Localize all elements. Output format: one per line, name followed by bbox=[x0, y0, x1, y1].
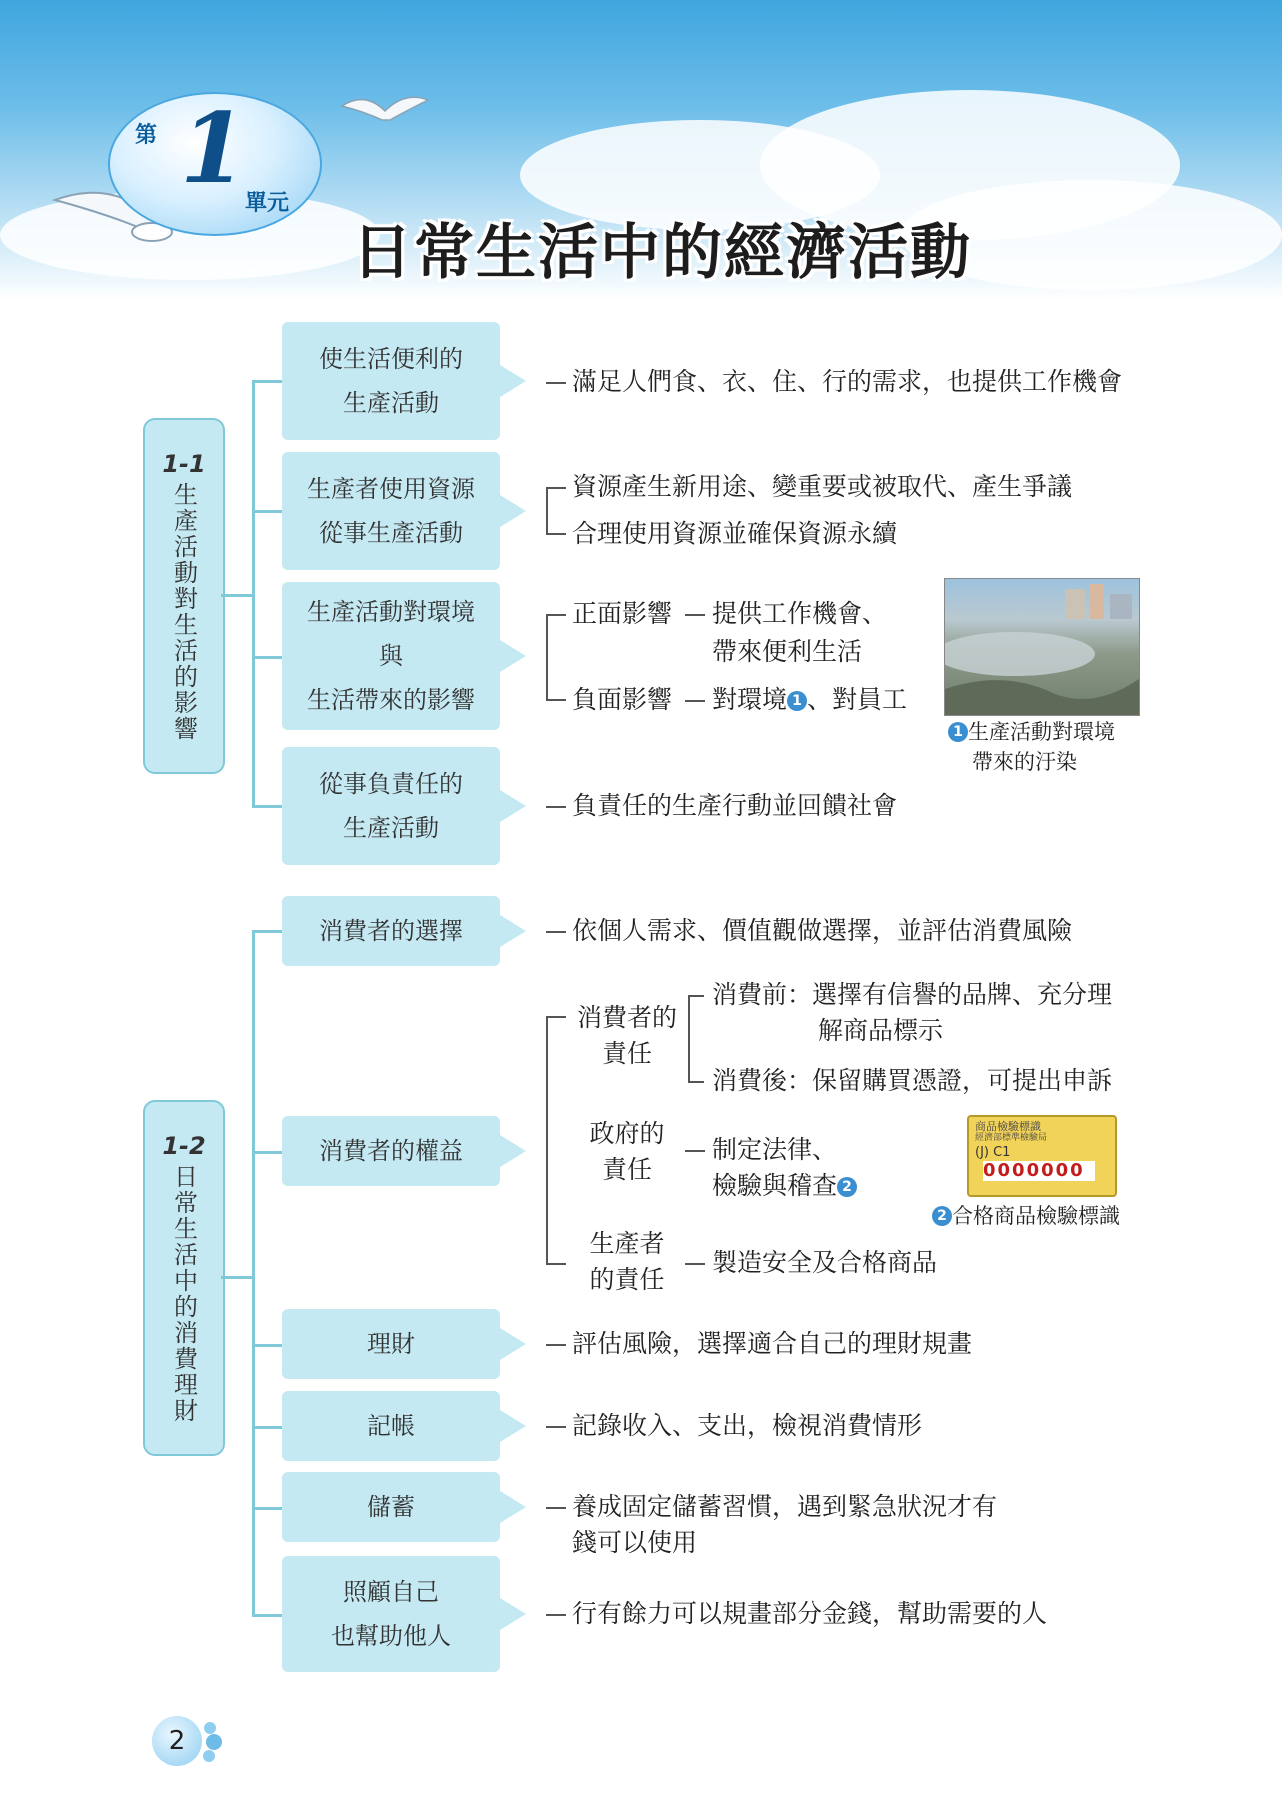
section-tag-1-1 bbox=[143, 418, 225, 774]
section-title: 生產活動對生活的影響 bbox=[169, 482, 198, 742]
topic-line: 消費者的選擇 bbox=[319, 917, 463, 945]
responsibility-label: 消費者的 bbox=[576, 1003, 677, 1032]
bracket-line bbox=[546, 614, 548, 700]
section-number: 1-2 bbox=[162, 1132, 206, 1160]
topic-box bbox=[282, 1472, 500, 1542]
connector bbox=[252, 1507, 282, 1510]
dash-line bbox=[546, 931, 566, 933]
connector bbox=[252, 1344, 282, 1347]
inspection-label-image bbox=[967, 1115, 1117, 1197]
dash-line bbox=[685, 1263, 705, 1265]
pollution-photo bbox=[944, 578, 1140, 716]
bracket-line bbox=[546, 614, 566, 616]
topic-box bbox=[282, 1309, 500, 1379]
topic-line: 理財 bbox=[367, 1330, 415, 1358]
arrow-right-icon bbox=[500, 915, 526, 947]
connector bbox=[252, 380, 282, 383]
bracket-line bbox=[546, 1263, 566, 1265]
note-marker: 1 bbox=[948, 722, 968, 742]
dash-line bbox=[546, 1507, 566, 1509]
topic-detail: 錢可以使用 bbox=[572, 1528, 698, 1557]
impact-label-positive: 正面影響 bbox=[572, 599, 673, 628]
seagull-icon bbox=[340, 86, 430, 136]
bracket-line bbox=[546, 1016, 548, 1264]
impact-text: 、對員工 bbox=[807, 685, 908, 714]
responsibility-detail: 解商品標示 bbox=[818, 1016, 944, 1045]
topic-detail: 養成固定儲蓄習慣，遇到緊急狀況才有 bbox=[572, 1492, 998, 1521]
bracket-line bbox=[688, 995, 690, 1083]
topic-detail: 行有餘力可以規畫部分金錢，幫助需要的人 bbox=[572, 1599, 1048, 1628]
section-tag-1-2 bbox=[143, 1100, 225, 1456]
topic-box bbox=[282, 582, 500, 730]
topic-line: 照顧自己 bbox=[343, 1578, 439, 1606]
responsibility-detail: 制定法律、 bbox=[712, 1135, 838, 1164]
topic-line: 從事負責任的 bbox=[319, 770, 463, 798]
topic-box bbox=[282, 1116, 500, 1186]
photo-caption bbox=[948, 718, 1115, 746]
topic-detail: 評估風險，選擇適合自己的理財規畫 bbox=[572, 1329, 973, 1358]
dash-line bbox=[546, 1614, 566, 1616]
topic-line: 也幫助他人 bbox=[331, 1622, 451, 1650]
impact-detail bbox=[712, 682, 907, 718]
dash-line bbox=[685, 1150, 705, 1152]
page-title: 日常生活中的經濟活動 bbox=[352, 218, 972, 288]
label-sub: 經濟部標準檢驗局 bbox=[975, 1133, 1048, 1143]
topic-line: 生產者使用資源 bbox=[307, 475, 475, 503]
topic-line: 記帳 bbox=[367, 1412, 415, 1440]
responsibility-label: 責任 bbox=[601, 1155, 652, 1184]
impact-detail: 提供工作機會、 bbox=[712, 599, 888, 628]
bracket-line bbox=[546, 1016, 566, 1018]
note-marker: 2 bbox=[837, 1177, 857, 1197]
connector bbox=[252, 930, 282, 933]
caption-line: 生產活動對環境 bbox=[968, 720, 1115, 744]
topic-box bbox=[282, 452, 500, 570]
bracket-line bbox=[688, 1081, 704, 1083]
page-number: 2 bbox=[152, 1716, 202, 1766]
connector bbox=[252, 1614, 282, 1617]
topic-box bbox=[282, 1556, 500, 1672]
topic-detail: 資源產生新用途、變重要或被取代、產生爭議 bbox=[572, 472, 1073, 501]
note-marker: 1 bbox=[787, 691, 807, 711]
dash-line bbox=[685, 614, 705, 616]
connector bbox=[252, 510, 282, 513]
dash-line bbox=[685, 700, 705, 702]
caption-line: 帶來的汙染 bbox=[972, 750, 1077, 774]
bracket-line bbox=[688, 995, 704, 997]
label-number: 0000000 bbox=[983, 1161, 1095, 1181]
bracket-line bbox=[546, 533, 566, 535]
bracket-line bbox=[546, 487, 548, 535]
label-code: (J) C1 bbox=[975, 1145, 1011, 1160]
impact-detail: 帶來便利生活 bbox=[712, 637, 863, 666]
impact-label-negative: 負面影響 bbox=[572, 685, 673, 714]
arrow-right-icon bbox=[500, 1135, 526, 1167]
topic-detail: 合理使用資源並確保資源永續 bbox=[572, 519, 898, 548]
topic-line: 消費者的權益 bbox=[319, 1137, 463, 1165]
topic-detail: 依個人需求、價值觀做選擇，並評估消費風險 bbox=[572, 916, 1073, 945]
connector bbox=[221, 594, 253, 597]
arrow-right-icon bbox=[500, 1491, 526, 1523]
arrow-right-icon bbox=[500, 365, 526, 397]
topic-line: 與 bbox=[379, 642, 403, 670]
topic-line: 生產活動 bbox=[343, 389, 439, 417]
arrow-right-icon bbox=[500, 640, 526, 672]
unit-suffix: 單元 bbox=[245, 191, 290, 216]
topic-box bbox=[282, 896, 500, 966]
responsibility-label: 的責任 bbox=[589, 1265, 665, 1294]
arrow-right-icon bbox=[500, 790, 526, 822]
dash-line bbox=[546, 1426, 566, 1428]
topic-line: 生活帶來的影響 bbox=[307, 686, 475, 714]
dash-line bbox=[546, 382, 566, 384]
unit-number: 1 bbox=[180, 92, 247, 205]
topic-line: 生產活動對環境 bbox=[307, 598, 475, 626]
impact-text: 對環境 bbox=[712, 685, 788, 714]
responsibility-detail bbox=[712, 1168, 857, 1204]
dash-line bbox=[546, 1344, 566, 1346]
topic-box bbox=[282, 747, 500, 865]
topic-line: 從事生產活動 bbox=[319, 519, 463, 547]
pollution-illustration bbox=[945, 579, 1139, 715]
label-caption bbox=[932, 1202, 1120, 1230]
connector bbox=[221, 1276, 253, 1279]
unit-prefix: 第 bbox=[135, 123, 158, 148]
topic-box bbox=[282, 322, 500, 440]
bubble-decoration-icon bbox=[200, 1718, 226, 1764]
label-top: 商品檢驗標識 bbox=[975, 1120, 1041, 1133]
bracket-line bbox=[546, 487, 566, 489]
bracket-line bbox=[546, 699, 566, 701]
topic-line: 儲蓄 bbox=[367, 1493, 415, 1521]
responsibility-label: 責任 bbox=[601, 1039, 652, 1068]
responsibility-detail: 消費後：保留購買憑證，可提出申訴 bbox=[712, 1066, 1113, 1095]
topic-box bbox=[282, 1391, 500, 1461]
responsibility-label: 政府的 bbox=[589, 1119, 665, 1148]
arrow-right-icon bbox=[500, 1598, 526, 1630]
responsibility-detail: 消費前：選擇有信譽的品牌、充分理 bbox=[712, 980, 1113, 1009]
topic-line: 使生活便利的 bbox=[319, 345, 463, 373]
connector bbox=[252, 930, 255, 1616]
dash-line bbox=[546, 806, 566, 808]
connector bbox=[252, 1426, 282, 1429]
section-number: 1-1 bbox=[162, 450, 206, 478]
responsibility-detail: 製造安全及合格商品 bbox=[712, 1248, 938, 1277]
arrow-right-icon bbox=[500, 1328, 526, 1360]
responsibility-label: 生產者 bbox=[589, 1229, 665, 1258]
connector bbox=[252, 805, 282, 808]
note-marker: 2 bbox=[932, 1206, 952, 1226]
topic-detail: 記錄收入、支出，檢視消費情形 bbox=[572, 1411, 923, 1440]
connector bbox=[252, 1151, 282, 1154]
section-title: 日常生活中的消費理財 bbox=[169, 1164, 198, 1424]
connector bbox=[252, 380, 255, 806]
topic-detail: 滿足人們食、衣、住、行的需求，也提供工作機會 bbox=[572, 367, 1123, 396]
connector bbox=[252, 656, 282, 659]
arrow-right-icon bbox=[500, 495, 526, 527]
arrow-right-icon bbox=[500, 1410, 526, 1442]
caption-line: 合格商品檢驗標識 bbox=[952, 1204, 1120, 1228]
topic-detail: 負責任的生產行動並回饋社會 bbox=[572, 791, 898, 820]
detail-text: 檢驗與稽查 bbox=[712, 1171, 838, 1200]
topic-line: 生產活動 bbox=[343, 814, 439, 842]
